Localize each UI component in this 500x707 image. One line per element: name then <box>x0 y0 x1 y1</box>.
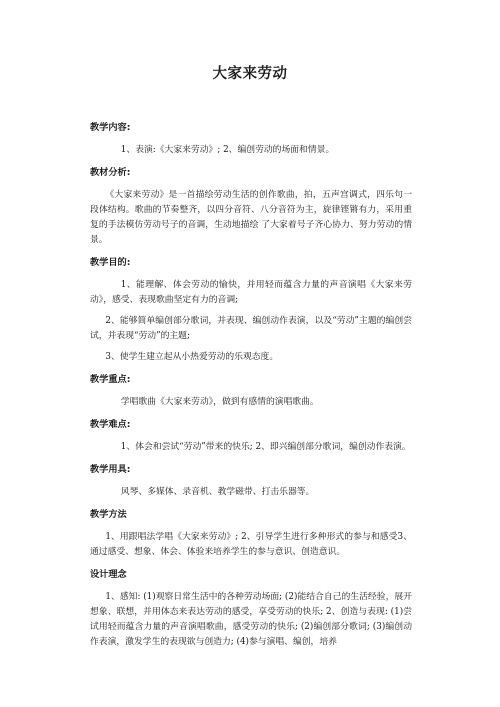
section-text-concept: 1、感知: (1)观察日常生活中的各种劳动场面; (2)能结合自己的生活经验，展开想象、联想，并用体态来表达劳动的感受，享受劳动的快乐; 2、创造与表现: (1)尝试用轻而蕴含力量的声音演唱歌曲，感受劳动的快乐; (2)编创部分歌词; (3)编创动作表演，激发学生的表现欲与创造力; (4)参与演唱、编创，培养 <box>90 592 412 647</box>
section-heading-concept: 设计理念 <box>90 569 127 580</box>
section-heading-difficulties: 教学难点: <box>90 419 131 430</box>
section-heading-key-points: 教学重点: <box>90 374 131 385</box>
goal-item-1: 1、能理解、体会劳动的愉快，并用轻而蕴含力量的声音演唱《大家来劳动》，感受、表现歌曲坚定有力的音调; <box>90 280 412 305</box>
section-text-difficulties: 1、体会和尝试“劳动”带来的快乐; 2、即兴编创部分歌词，编创动作表演。 <box>120 442 411 452</box>
section-heading-content: 教学内容: <box>90 122 131 133</box>
section-text-methods: 1、用跟唱法学唱《大家来劳动》; 2、引导学生进行多种形式的参与和感受3、通过感受、想象、体会、体验来培养学生的参与意识、创造意识。 <box>90 532 412 557</box>
section-text-key-points: 学唱歌曲《大家来劳动》，做到有感情的演唱歌曲。 <box>120 397 319 407</box>
goal-item-2: 2、能够简单编创部分歌词，并表现、编创动作表演，以及“劳动”主题的编创尝试，并表现“劳动”的主题; <box>90 316 412 341</box>
section-text-tools: 风琴、多媒体、录音机、教学磁带、打击乐器等。 <box>120 487 315 497</box>
section-heading-tools: 教学用具: <box>90 464 131 475</box>
page-title: 大家来劳动 <box>212 66 288 82</box>
document-body <box>90 121 412 650</box>
section-heading-goals: 教学目的: <box>90 257 131 268</box>
section-text-content: 1、表演:《大家来劳动》; 2、编创劳动的场面和情景。 <box>120 145 335 155</box>
section-text-analysis: 《大家来劳动》是一首描绘劳动生活的创作歌曲，拍，五声宫调式，四乐句一段体结构。歌曲的节奏整齐，以四分音符、八分音符为主，旋律铿锵有力，采用重复的手法模仿劳动号子的音调，生动地描绘 了大家着号子齐心协力、努力劳动的情景。 <box>90 190 412 245</box>
section-heading-methods: 教学方法 <box>90 509 127 520</box>
section-heading-analysis: 教材分析: <box>90 167 131 178</box>
goal-item-3: 3、使学生建立起从小热爱劳动的乐观态度。 <box>105 352 279 362</box>
